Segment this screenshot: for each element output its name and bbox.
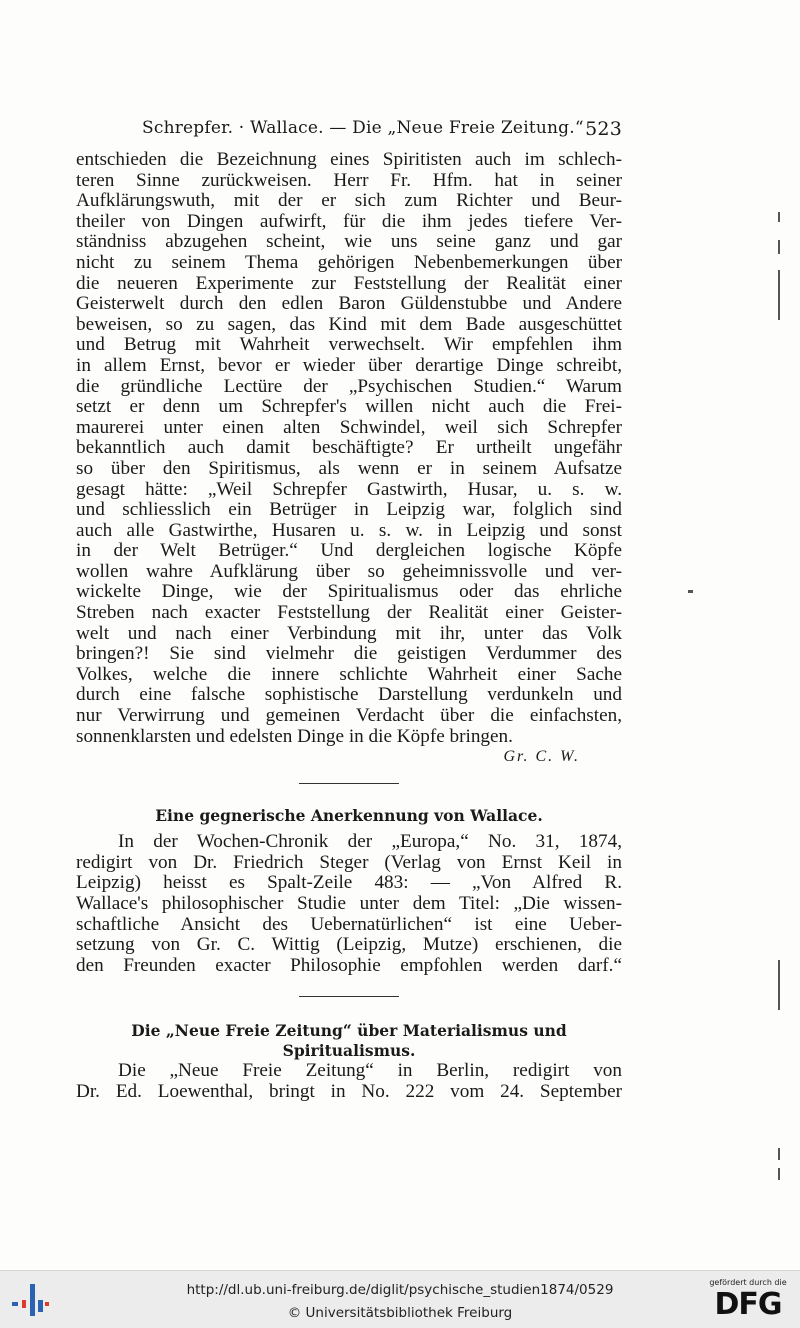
text-line: wickelte Dinge, wie der Spiritualismus oder das ehrliche <box>76 582 622 603</box>
page-body <box>76 150 622 1103</box>
text-line: Geisterwelt durch den edlen Baron Güldenstubbe und Andere <box>76 294 622 315</box>
text-line: ständniss abzugehen scheint, wie uns seine ganz und gar <box>76 232 622 253</box>
text-line: und schliesslich ein Betrüger in Leipzig war, folglich sind <box>76 500 622 521</box>
text-line: Wallace's philosophischer Studie unter dem Titel: „Die wissen- <box>76 894 622 914</box>
text-line: bringen?! Sie sind vielmehr die geistigen Verdummer des <box>76 644 622 665</box>
text-line: theiler von Dingen aufwirft, für die ihm jedes tiefere Ver- <box>76 211 622 232</box>
text-line: Streben nach exacter Feststellung der Realität einer Geister- <box>76 603 622 624</box>
margin-mark <box>778 240 780 254</box>
text-line: welt und nach einer Verbindung mit ihr, unter das Volk <box>76 623 622 644</box>
section-title: Eine gegnerische Anerkennung von Wallace. <box>155 806 543 826</box>
text-line: nicht zu seinem Thema gehörigen Nebenbemerkungen über <box>76 252 622 273</box>
text-line: durch eine falsche sophistische Darstellung verdunkeln und <box>76 685 622 706</box>
margin-mark <box>778 1148 780 1160</box>
text-line: auch alle Gastwirthe, Husaren u. s. w. in Leipzig und sonst <box>76 520 622 541</box>
text-line: in der Welt Betrüger.“ Und dergleichen logische Köpfe <box>76 541 622 562</box>
text-line: setzt er denn um Schrepfer's willen nicht auch die Frei- <box>76 397 622 418</box>
text-line: Die „Neue Freie Zeitung“ in Berlin, redigirt von <box>118 1061 622 1082</box>
viewer-footer <box>0 1270 800 1328</box>
article-wallace <box>76 806 622 976</box>
text-line: bekanntlich auch damit beschäftigte? Er urtheilt ungefähr <box>76 438 622 459</box>
text-line: sonnenklarsten und edelsten Dinge in die Köpfe bringen. <box>76 726 513 747</box>
dfg-logo <box>704 1278 792 1324</box>
text-line: setzung von Gr. C. Wittig (Leipzig, Mutze) erschienen, die <box>76 935 622 956</box>
author-signature: Gr. C. W. <box>503 748 580 766</box>
text-line: beweisen, so zu sagen, das Kind mit dem Bade ausgeschüttet <box>76 314 622 335</box>
text-line: Dr. Ed. Loewenthal, bringt in No. 222 vom 24. September <box>76 1081 622 1102</box>
copyright-notice: © Universitätsbibliothek Freiburg <box>287 1305 513 1321</box>
margin-mark <box>778 960 780 1010</box>
text-line: schaftliche Ansicht des Uebernatürlichen“ ist eine Ueber- <box>76 914 622 935</box>
section-title-continued: Spiritualismus. <box>282 1041 416 1061</box>
margin-mark <box>778 212 780 222</box>
article-neue-freie-zeitung <box>76 1021 622 1102</box>
text-line: redigirt von Dr. Friedrich Steger (Verlag von Ernst Keil in <box>76 852 622 873</box>
running-head-title: Schrepfer. · Wallace. — Die „Neue Freie Zeitung.“ <box>142 118 584 138</box>
text-line: In der Wochen-Chronik der „Europa,“ No. 31, 1874, <box>118 832 622 853</box>
text-line: so über den Spiritismus, als wenn er in seinem Aufsatze <box>76 458 622 479</box>
text-line: nur Verwirrung und gemeinen Verdacht über die einfachsten, <box>76 706 622 727</box>
text-line: die gründliche Lectüre der „Psychischen Studien.“ Warum <box>76 376 622 397</box>
text-line: Leipzig) heisst es Spalt-Zeile 483: — „Von Alfred R. <box>76 873 622 894</box>
margin-mark <box>778 270 780 320</box>
text-line: entschieden die Bezeichnung eines Spiritisten auch im schlech- <box>76 150 622 170</box>
dfg-tagline: gefördert durch die <box>709 1278 787 1287</box>
page-number: 523 <box>585 118 622 140</box>
dfg-mark: DFG <box>714 1287 782 1322</box>
margin-mark <box>778 1168 780 1180</box>
text-line: die neueren Experimente zur Feststellung der Realität einer <box>76 273 622 294</box>
text-line: den Freunden exacter Philosophie empfohlen werden darf.“ <box>76 955 622 976</box>
text-line: und Betrug mit Wahrheit verwechselt. Wir empfehlen ihm <box>76 335 622 356</box>
text-line: in allem Ernst, bevor er wieder über derartige Dinge schreibt, <box>76 355 622 376</box>
article-schrepfer <box>76 150 622 769</box>
margin-mark <box>688 590 693 593</box>
text-line: Volkes, welche die innere schlichte Wahrheit einer Sache <box>76 664 622 685</box>
text-line: wollen wahre Aufklärung über so geheimnissvolle und ver- <box>76 561 622 582</box>
text-line: gesagt hätte: „Weil Schrepfer Gastwirth, Husar, u. s. w. <box>76 479 622 500</box>
text-line: maurerei unter einen alten Schwindel, weil sich Schrepfer <box>76 417 622 438</box>
text-line: Aufklärungswuth, mit der er sich zum Richter und Beur- <box>76 191 622 212</box>
permalink-url[interactable]: http://dl.ub.uni-freiburg.de/diglit/psychische_studien1874/0529 <box>186 1282 614 1298</box>
text-line: teren Sinne zurückweisen. Herr Fr. Hfm. hat in seiner <box>76 170 622 191</box>
section-title: Die „Neue Freie Zeitung“ über Materialismus und <box>131 1021 567 1041</box>
